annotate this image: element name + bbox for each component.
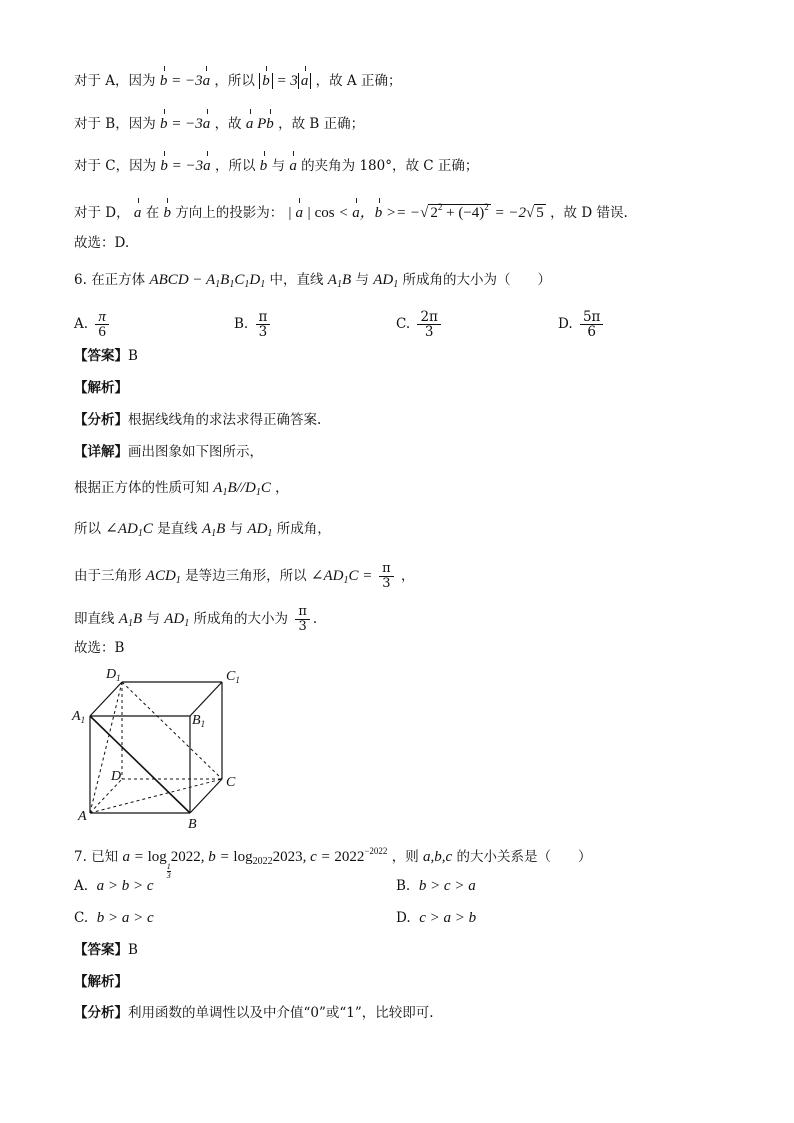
text: 由于三角形	[74, 568, 142, 584]
numerator: π	[295, 605, 310, 620]
option-label: A.	[74, 878, 89, 894]
label-c1: $C_1$	[226, 669, 240, 685]
q7-stem: 7. 已知 a = log $_{\frac{1}{3}}$ 2022, $b = \log_{2022}2023$, $c = 2022^{-2022}$ ，则 a,b,c 的大小关系是（ ）	[74, 846, 592, 880]
numerator: π	[379, 562, 394, 577]
q5-line-c: 对于 C，因为 b = −3a ，所以 b 与 a 的夹角为 180°，故 C 正确；	[74, 158, 479, 174]
label-a: A	[78, 809, 87, 824]
q6-stem: 6. 在正方体 ABCD − $A_1B_1C_1D_1$ 中，直线 $A_1B$ 与 $AD_1$ 所成角的大小为（ ）	[74, 272, 552, 290]
text: 已知	[91, 849, 119, 865]
q6-option-d	[558, 310, 606, 339]
text: 所成角的大小为	[193, 611, 289, 627]
denominator: 3	[382, 576, 391, 591]
q6-analysis-tag	[74, 378, 128, 398]
q5-line-d: 对于 D， a 在 b 方向上的投影为： | a | cos < a，b >= −√ $2^2 + (-4)^2 = -2√$ 5 ，故 D 错误.	[74, 202, 628, 221]
fenxi-tag: 【分析】	[74, 412, 128, 428]
option-label: B.	[234, 316, 249, 332]
edge-a1d1	[90, 682, 122, 716]
option-label: C.	[74, 910, 89, 926]
xiangjie-text: 画出图象如下图所示，	[128, 444, 263, 460]
edge-b1c1	[190, 682, 222, 716]
q5-line-a: 对于 A，因为 b = −3a ，所以 b = 3 a ，故 A 正确；	[74, 73, 402, 89]
q6-option-b	[234, 310, 273, 339]
q7-analysis-tag	[74, 972, 128, 992]
question-number: 6.	[74, 272, 87, 288]
line-a1b	[90, 716, 190, 813]
option-label: B.	[396, 878, 411, 894]
text: ，故 B 正确；	[278, 116, 365, 132]
denominator: 6	[587, 324, 596, 340]
text: 方向上的投影为：	[175, 205, 284, 221]
text: 与	[229, 521, 244, 537]
text: ，	[400, 568, 415, 584]
cube-figure	[66, 662, 256, 832]
text: 是等边三角形，所以	[185, 568, 307, 584]
xiangjie-tag: 【详解】	[74, 444, 128, 460]
q6-choose: 故选：B	[74, 640, 125, 656]
q6-answer	[74, 346, 138, 366]
answer-tag: 【答案】	[74, 942, 128, 958]
text: 中，直线	[269, 272, 324, 288]
text: ，所以	[214, 158, 256, 174]
edge-bc	[190, 779, 222, 813]
q6-step3: 由于三角形 $ACD_1$ 是等边三角形，所以 $\angle AD_1C$ = $\frac{\pi}{3}$ ，	[74, 561, 415, 591]
option-label: A.	[74, 316, 89, 332]
text: ，故	[214, 116, 242, 132]
option-label: D.	[396, 910, 411, 926]
denominator: 3	[424, 324, 434, 340]
q7-option-a	[74, 876, 154, 896]
q6-xiangjie	[74, 442, 263, 462]
q7-answer	[74, 940, 138, 960]
text: 根据正方体的性质可知	[74, 480, 209, 496]
text: 在	[145, 205, 160, 221]
line-ad1	[90, 682, 122, 813]
fenxi-text: 根据线线角的求法求得正确答案.	[128, 412, 322, 428]
text: ，所以	[214, 73, 255, 89]
label-c: C	[226, 775, 236, 790]
text: 与	[146, 611, 160, 627]
line-d1c	[122, 682, 222, 779]
q6-fenxi	[74, 410, 321, 430]
option-text: a > b > c	[96, 878, 154, 894]
option-text: b > a > c	[96, 910, 154, 926]
text: 所成角，	[276, 521, 331, 537]
text: ，	[275, 480, 289, 496]
text: 所成角的大小为（ ）	[402, 272, 552, 288]
option-label: D.	[558, 316, 573, 332]
denominator: 3	[258, 324, 268, 340]
q6-step2: 所以 $\angle AD_1C$ 是直线 $A_1B$ 与 $AD_1$ 所成角，	[74, 521, 331, 539]
q7-option-c	[74, 908, 154, 928]
q5-choose: 故选：D.	[74, 235, 130, 251]
q7-option-b	[396, 876, 476, 896]
label-d1: $D_1$	[106, 667, 121, 683]
q7-option-d	[396, 908, 476, 928]
numerator: 5π	[580, 310, 603, 325]
q6-step4: 即直线 $A_1B$ 与 $AD_1$ 所成角的大小为 $\frac{\pi}{3}$ .	[74, 604, 318, 634]
q6-option-a	[74, 310, 112, 339]
q7-fenxi	[74, 1003, 434, 1023]
numerator: π	[95, 310, 109, 325]
analysis-tag: 【解析】	[74, 380, 128, 396]
answer-value: B	[128, 348, 138, 364]
denominator: 3	[298, 619, 307, 634]
denominator: 6	[98, 324, 106, 340]
text: ，故 D 错误.	[550, 205, 628, 221]
text: 对于 D，	[74, 205, 130, 221]
text: ，故 A 正确；	[315, 73, 402, 89]
label-a1: $A_1$	[72, 709, 86, 725]
fenxi-tag: 【分析】	[74, 1005, 128, 1021]
label-b1: $B_1$	[192, 713, 206, 729]
numerator: π	[256, 310, 271, 325]
text: 的大小关系是（ ）	[456, 849, 592, 865]
label-b: B	[188, 817, 197, 832]
text: 是直线	[157, 521, 198, 537]
text: 的夹角为 180°，故 C 正确；	[301, 158, 479, 174]
text: 对于 A，因为	[74, 73, 156, 89]
answer-tag: 【答案】	[74, 348, 128, 364]
label-d: D	[111, 769, 122, 784]
text: 在正方体	[91, 272, 146, 288]
q6-step1: 根据正方体的性质可知 $A_1B//D_1C$ ，	[74, 480, 289, 498]
answer-value: B	[128, 942, 138, 958]
text: 即直线	[74, 611, 115, 627]
option-label: C.	[396, 316, 411, 332]
text: 对于 C，因为	[74, 158, 157, 174]
analysis-tag: 【解析】	[74, 974, 128, 990]
line-ac	[90, 779, 222, 813]
text: ，则	[391, 849, 419, 865]
option-text: c > a > b	[419, 910, 477, 926]
text: 所以	[74, 521, 101, 537]
edge-ad	[90, 779, 122, 813]
text: 与	[355, 272, 369, 288]
text: 与	[271, 158, 286, 174]
q5-line-b: 对于 B，因为 b = −3a ，故 a Pb ，故 B 正确；	[74, 116, 365, 132]
q6-option-c	[396, 310, 444, 339]
fenxi-text: 利用函数的单调性以及中介值“0”或“1”，比较即可.	[128, 1005, 434, 1021]
text: 对于 B，因为	[74, 116, 156, 132]
question-number: 7.	[74, 849, 87, 865]
option-text: b > c > a	[418, 878, 476, 894]
numerator: 2π	[417, 310, 440, 325]
